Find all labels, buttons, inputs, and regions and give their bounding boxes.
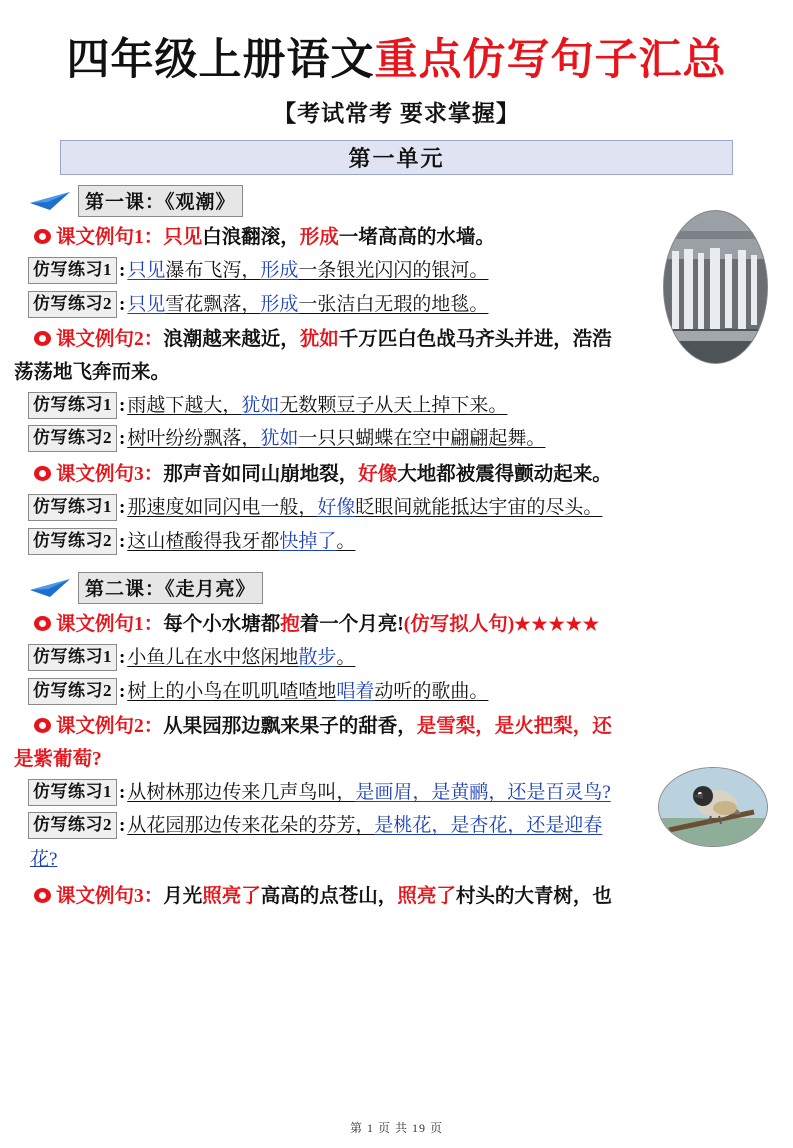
practice-text: 只见瀑布飞泻，形成一条银光闪闪的银河。: [127, 260, 489, 282]
practice-text: 这山楂酸得我牙都快掉了。: [127, 530, 356, 552]
practice-tag: 仿写练习2: [28, 425, 117, 452]
example-label: 课文例句1：: [56, 227, 164, 248]
example-label: 课文例句3：: [56, 886, 164, 908]
practice-continuation: 花?: [30, 848, 58, 870]
red-bullet-icon: [34, 229, 51, 244]
practice-row: [28, 678, 793, 707]
colon: :: [119, 260, 126, 282]
practice-tag: 仿写练习1: [28, 494, 117, 521]
unit-banner: 第一单元: [60, 140, 733, 175]
practice-tag: 仿写练习1: [28, 644, 117, 671]
practice-row: [28, 425, 793, 454]
practice-row: [28, 494, 793, 523]
colon: :: [119, 815, 126, 837]
practice-text: 小鱼儿在水中悠闲地散步。: [127, 647, 356, 669]
practice-row: [28, 528, 793, 557]
colon: :: [119, 394, 126, 416]
lesson-header-1: [28, 185, 793, 217]
lesson-label-1: 第一课：《观潮》: [78, 185, 243, 217]
red-bullet-icon: [34, 466, 51, 481]
practice-text: 只见雪花飘落，形成一张洁白无瑕的地毯。: [127, 293, 489, 315]
example-continuation: 荡荡地飞奔而来。: [14, 361, 171, 383]
lesson-header-2: [28, 572, 793, 604]
practice-tag: 仿写练习2: [28, 528, 117, 555]
example-sentence: [34, 224, 793, 252]
example-label: 课文例句2：: [56, 329, 164, 351]
page-title: [18, 26, 775, 87]
title-black-part: 四年级上册语文: [66, 37, 375, 84]
example-sentence: [34, 611, 793, 639]
practice-tag: 仿写练习2: [28, 678, 117, 705]
example-label: 课文例句3：: [56, 463, 164, 485]
example-text: 只见白浪翻滚，形成一堵高高的水墙。: [163, 227, 495, 248]
blue-arrow-icon: [28, 190, 72, 212]
practice-text: 树叶纷纷飘落，犹如一只只蝴蝶在空中翩翩起舞。: [127, 428, 546, 450]
example-text: 从果园那边飘来果子的甜香，是雪梨，是火把梨，还: [163, 716, 612, 738]
blue-arrow-icon: [28, 577, 72, 599]
example-text: 浪潮越来越近，犹如千万匹白色战马齐头并进，浩浩: [163, 329, 612, 351]
colon: :: [119, 428, 126, 450]
page-footer: 第 1 页 共 19 页: [349, 1121, 443, 1135]
example-sentence: [34, 326, 793, 354]
colon: :: [119, 293, 126, 315]
example-continuation: 是紫葡萄?: [14, 748, 102, 770]
practice-tag: 仿写练习1: [28, 779, 117, 806]
example-text: 每个小水塘都抱着一个月亮!(仿写拟人句): [163, 614, 515, 636]
red-bullet-icon: [34, 718, 51, 733]
colon: :: [119, 497, 126, 519]
bird-photo: [659, 768, 767, 846]
colon: :: [119, 647, 126, 669]
practice-row: [28, 644, 793, 673]
lesson-label-2: 第二课：《走月亮》: [78, 572, 263, 604]
practice-row: [28, 392, 793, 421]
example-text: 那声音如同山崩地裂，好像大地都被震得颤动起来。: [163, 463, 612, 485]
document-page: [0, 26, 793, 1148]
practice-text: 雨越下越大，犹如无数颗豆子从天上掉下来。: [127, 394, 508, 416]
red-bullet-icon: [34, 616, 51, 631]
page-subtitle: 【考试常考 要求掌握】: [273, 101, 520, 126]
colon: :: [119, 530, 126, 552]
example-label: 课文例句2：: [56, 716, 164, 738]
practice-tag: 仿写练习1: [28, 392, 117, 419]
colon: :: [119, 781, 126, 803]
colon: :: [119, 680, 126, 702]
practice-text: 树上的小鸟在叽叽喳喳地唱着动听的歌曲。: [127, 680, 489, 702]
red-bullet-icon: [34, 888, 51, 903]
example-text: 月光照亮了高高的点苍山，照亮了村头的大青树，也: [163, 886, 612, 908]
bird-image-graphic: [659, 768, 767, 846]
example-label: 课文例句1：: [56, 614, 164, 636]
example-sentence: [34, 713, 793, 741]
practice-tag: 仿写练习1: [28, 257, 117, 284]
practice-text: 从花园那边传来花朵的芬芳，是桃花，是杏花，还是迎春: [127, 815, 603, 837]
example-sentence: [34, 461, 793, 489]
star-rating: ★★★★★: [514, 614, 600, 635]
example-sentence: [34, 883, 793, 911]
practice-tag: 仿写练习2: [28, 812, 117, 839]
practice-text: 从树林那边传来几声鸟叫，是画眉，是黄鹂，还是百灵鸟?: [127, 781, 611, 803]
red-bullet-icon: [34, 331, 51, 346]
practice-tag: 仿写练习2: [28, 291, 117, 318]
title-red-part: 重点仿写句子汇总: [374, 37, 727, 84]
practice-text: 那速度如同闪电一般，好像眨眼间就能抵达宇宙的尽头。: [127, 497, 603, 519]
